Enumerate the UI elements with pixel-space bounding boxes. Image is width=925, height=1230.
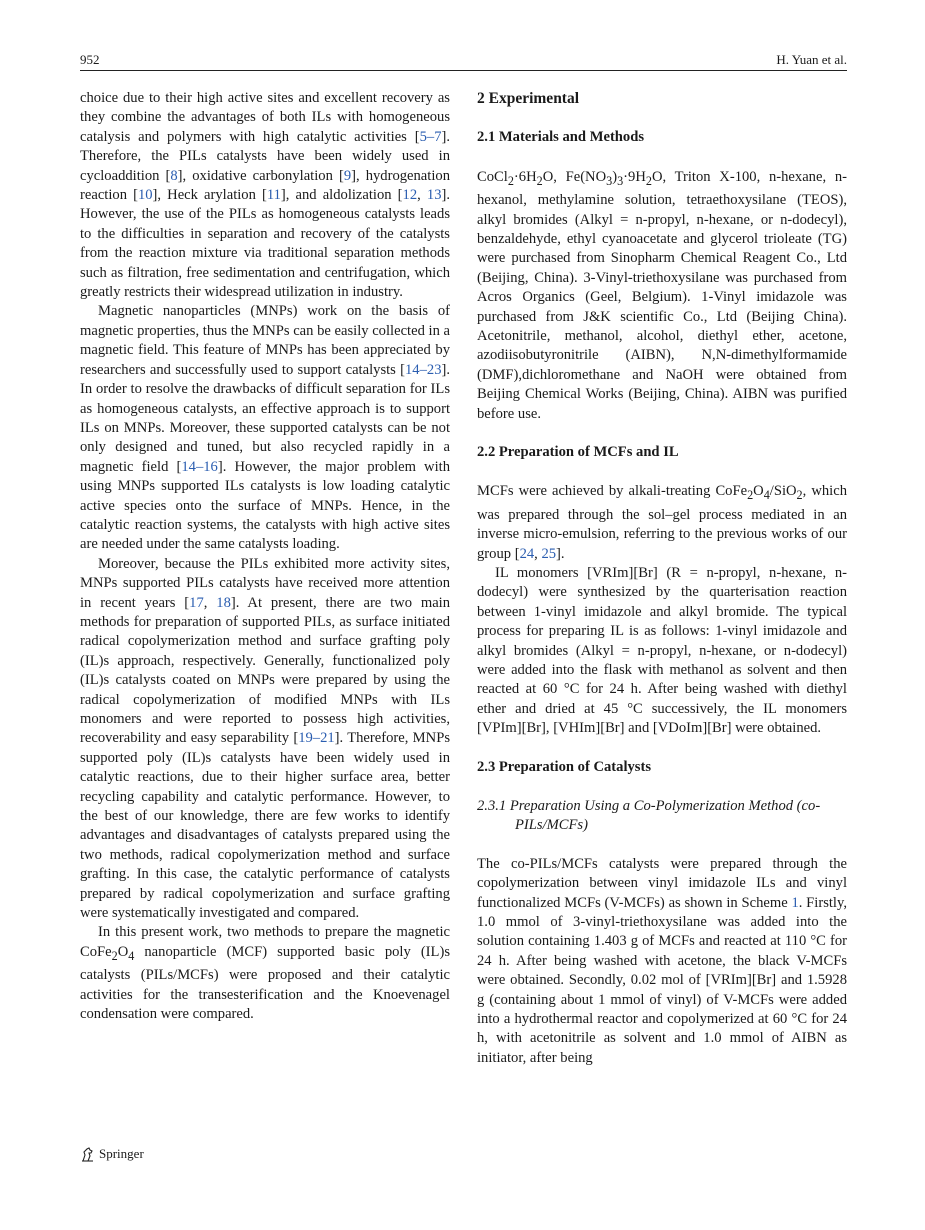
running-authors: H. Yuan et al. (776, 52, 847, 67)
springer-horse-icon (80, 1147, 95, 1162)
text-run: ]. At present, there are two main methods for preparation of supported PILs, as surface initiated radical copolymerization method and surface grafting poly (IL)s approach, respectively. Generally, functionalized poly (IL)s catalysts coated on MNPs were prepared by using the radical copolymerization of modified MNPs with ILs monomers and were reported to possess high activities, recoverability and easy separability [ (80, 594, 451, 747)
citation-link[interactable]: 1 (791, 894, 799, 911)
subsubsection-heading-copolymerization: 2.3.1 Preparation Using a Co-Polymerization Method (co-PILs/MCFs) (477, 798, 821, 834)
subscript: 2 (645, 173, 652, 188)
citation-link[interactable]: 9 (343, 167, 352, 184)
subscript: 2 (111, 948, 118, 963)
subscript: 4 (763, 488, 770, 503)
body-paragraph (477, 564, 847, 739)
citation-link[interactable]: 18 (216, 594, 231, 611)
subscript: 3 (617, 173, 624, 188)
subscript: 4 (128, 948, 135, 963)
subscript: 2 (747, 488, 754, 503)
citation-link[interactable]: 11 (266, 187, 281, 204)
subsection-heading-materials: 2.1 Materials and Methods (477, 129, 645, 146)
left-column (80, 89, 450, 1024)
citation-link[interactable]: 5–7 (419, 128, 442, 145)
page-number: 952 (80, 52, 100, 67)
text-run: /SiO (769, 483, 797, 500)
subsection-heading-catalysts: 2.3 Preparation of Catalysts (477, 758, 652, 775)
text-run: Moreover, because the PILs exhibited more activity sites, MNPs supported PILs catalysts have received more attention in recent years [ (80, 555, 450, 611)
text-run: IL monomers [VRIm][Br] (R = n-propyl, n-hexane, n-dodecyl) were synthesized by the quarterisation reaction between 1-vinyl imidazole and alkyl bromide. The typical process for preparing IL is as follows: 1-vinyl imidazole and alkyl bromides (Alkyl = n-propyl, n-hexane, or n-dodecyl) were added into the flask with methanol as solvent and then reacted at 60 °C for 24 h. After being washed with diethyl ether and dried at 45 °C successively, the IL monomers [VPIm][Br], [VHIm][Br] and [VDoIm][Br] were obtained. (477, 564, 847, 737)
citation-link[interactable]: 12 (402, 187, 418, 204)
text-run: ], and aldolization [ (280, 187, 403, 204)
text-run: ], oxidative carbonylation [ (177, 167, 344, 184)
citation-link[interactable]: 24 (519, 545, 535, 562)
citation-link[interactable]: 25 (541, 545, 557, 562)
text-run: Magnetic nanoparticles (MNPs) work on the basis of magnetic properties, thus the MNPs can be easily collected in a magnetic field. This feature of MNPs has been appreciated by researchers and successfully used to support catalysts [ (80, 303, 451, 378)
citation-link[interactable]: 17 (189, 594, 204, 611)
subscript: 2 (536, 173, 543, 188)
citation-link[interactable]: 14–23 (405, 361, 442, 378)
section-heading-experimental: 2 Experimental (477, 90, 580, 107)
text-run: choice due to their high active sites and excellent recovery as they combine the advantages of both ILs with homogeneous catalysis and polymers with high catalytic activities [ (80, 90, 450, 145)
text-run: ]. In order to resolve the drawbacks of difficult separation for ILs as homogeneous catalysts, an effective approach is to support ILs on MNPs. Moreover, these supported catalysts can be not only designed and tuned, but also recycled rapidly in a magnetic field [ (80, 361, 450, 475)
text-run: ·6H (513, 168, 537, 185)
right-column (477, 89, 847, 1068)
text-run: ]. (556, 545, 565, 562)
text-run: , (203, 594, 217, 611)
text-run: ·9H (623, 168, 646, 185)
text-run: O, Triton X-100, n-hexane, n-hexanol, methylamine solution, tetraethoxysilane (TEOS), alkyl bromides (Alkyl = n-propyl, n-hexane, or n-dodecyl), benzaldehyde, ethyl cyanoacetate and glycerol trioleate (TG) were purchased from Sinopharm Chemical Reagent Co., Ltd (Beijing, China). 3-Vinyl-triethoxysilane was purchased from Acros Organics (Geel, Belgium). 1-Vinyl imidazole was purchased from J&K scientific Co., Ltd (Beijing China). Acetonitrile, methanol, alcohol, diethyl ether, acetone, azodiisobutyronitrile (AIBN), N,N-dimethylformamide (DMF),dichloromethane and NaOH were obtained from Beijing Chemical Works (Beijing, China). AIBN was purified before use. (477, 168, 847, 422)
citation-link[interactable]: 10 (137, 187, 153, 204)
text-run: , which was prepared through the sol–gel process mediated in an inverse micro-emulsion, referring to the previous works of our group [ (477, 483, 847, 562)
text-run: MCFs were achieved by alkali-treating CoFe (477, 483, 748, 500)
body-paragraph (80, 89, 450, 302)
text-run: O, Fe(NO (542, 168, 607, 185)
text-run: The co-PILs/MCFs catalysts were prepared through the copolymerization between vinyl imidazole ILs and vinyl functionalized MCFs (V-MCFs) as shown in Scheme (477, 855, 847, 911)
text-run: nanoparticle (MCF) supported basic poly (IL)s catalysts (PILs/MCFs) were proposed and their catalytic activities for the transesterification and the Knoevenagel condensation were compared. (80, 943, 450, 1022)
text-run: O (753, 483, 764, 500)
left-column-body (80, 89, 450, 1024)
text-run: ]. Therefore, MNPs supported poly (IL)s catalysts have been widely used in catalytic reactions, due to their higher surface area, better recycling capability and catalytic performance. However, to the best of our knowledge, there are few works to identify advantages and disadvantages of catalysts prepared using the two methods, radical copolymerization method and surface grafting. In this case, the catalytic performance of catalysts prepared by radical copolymerization and surface grafting were systematically investigated and compared. (80, 730, 450, 922)
copolymerization-paragraph (477, 855, 847, 1068)
subscript: 2 (796, 488, 803, 503)
citation-link[interactable]: 14–16 (181, 458, 218, 475)
citation-link[interactable]: 19–21 (298, 730, 335, 747)
citation-link[interactable]: 8 (170, 167, 178, 184)
body-paragraph (477, 482, 847, 564)
materials-paragraph (477, 168, 847, 424)
text-run: ]. Therefore, the PILs catalysts have been widely used in cycloaddition [ (80, 128, 450, 184)
text-run: . Firstly, 1.0 mmol of 3-vinyl-triethoxysilane was added into the solution containing 1.403 g of MCFs and reacted at 110 °C for 24 h. After being washed with acetone, the black V-MCFs were obtained. Secondly, 0.02 mol of [VRIm][Br] and 1.5928 g (containing about 1 mmol of vinyl) of V-MCFs were added into a hydrothermal reactor and copolymerized at 60 °C for 24 h, with acetonitrile as solvent and 1.0 mmol of AIBN as initiator, after being (477, 894, 847, 1066)
text-run: , (417, 187, 427, 204)
text-run: O (117, 943, 129, 960)
text-run: ], Heck arylation [ (152, 187, 267, 204)
body-paragraph (80, 923, 450, 1024)
subsection-heading-preparation-mcfs: 2.2 Preparation of MCFs and IL (477, 444, 679, 460)
text-run: CoCl (477, 168, 508, 185)
running-header (80, 50, 847, 71)
text-run: ]. However, the use of the PILs as homogeneous catalysts leads to the difficulties in separation and recovery of the catalysts from the reaction mixture via traditional separation methods such as filtration, free sedimentation and centrifugation, which greatly restricts their widespread utilization in industry. (80, 187, 450, 301)
subscript: 3 (606, 173, 613, 188)
preparation-mcfs-body (477, 482, 847, 738)
text-run: ], hydrogenation reaction [ (80, 167, 450, 204)
text-run: ]. However, the major problem with using MNPs supported ILs catalysts is low loading catalytic active species onto the surface of MNPs. Hence, in the catalytic reaction systems, the catalysts with high active sites are needed under the same catalysts loading. (80, 458, 451, 553)
publisher-footer (80, 1146, 144, 1162)
body-paragraph (80, 555, 450, 924)
subscript: 2 (507, 173, 514, 188)
citation-link[interactable]: 13 (426, 187, 442, 204)
text-run: In this present work, two methods to prepare the magnetic CoFe (80, 924, 450, 960)
text-run: , (534, 545, 542, 562)
publisher-name: Springer (99, 1146, 144, 1161)
text-run: ) (612, 168, 618, 185)
body-paragraph (80, 302, 450, 554)
